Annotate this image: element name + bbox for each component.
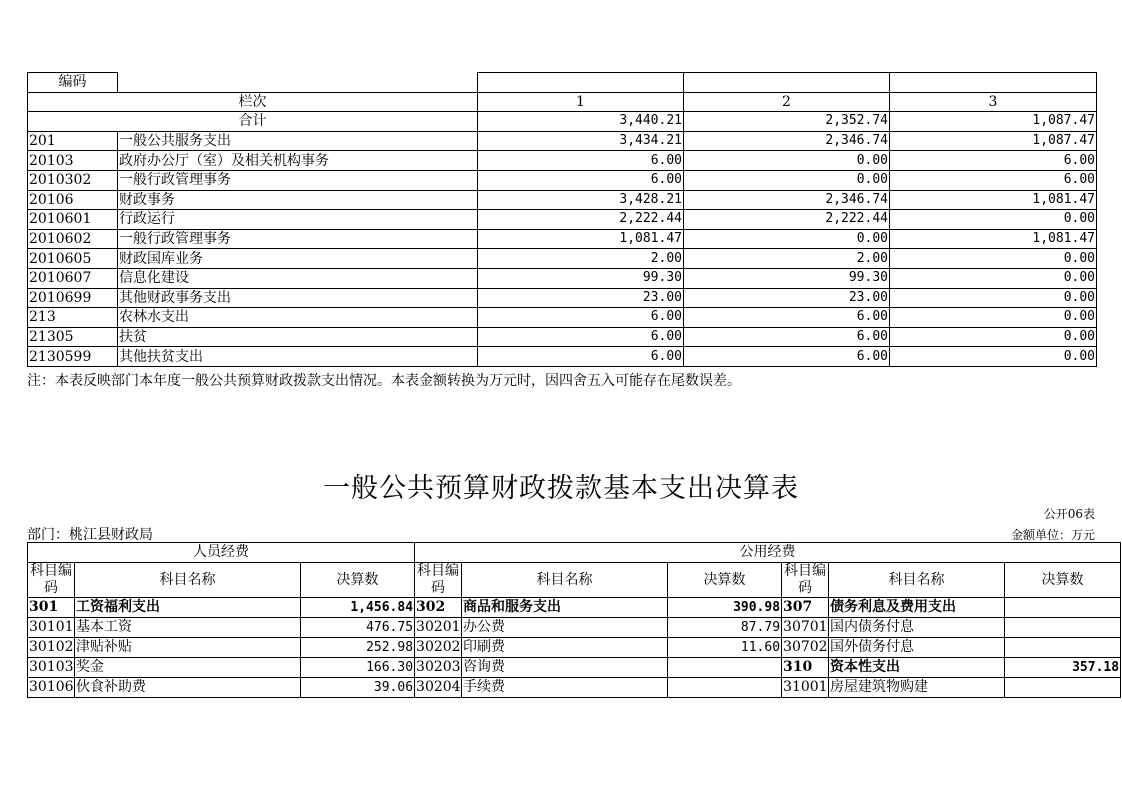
header-row-column-numbers [28,92,1097,112]
group-personnel: 人员经费 [28,543,415,563]
table-row [28,249,1097,269]
item-amount: 166.30 [301,658,415,678]
item-name: 办公费 [462,618,668,638]
total-value: 1,087.47 [890,112,1097,132]
item-amount [1005,598,1121,618]
item-value: 0.00 [684,170,890,190]
table-row [28,327,1097,347]
item-code: 30102 [28,638,75,658]
item-name: 一般行政管理事务 [118,170,478,190]
item-amount [668,678,782,698]
item-code: 2010605 [28,249,118,269]
item-value: 6.00 [684,347,890,367]
item-value: 99.30 [478,268,684,288]
table-row [28,658,1121,678]
item-name: 债务利息及费用支出 [829,598,1005,618]
item-code: 201 [28,131,118,151]
item-amount: 1,456.84 [301,598,415,618]
form-number: 公开06表 [1043,507,1095,521]
table-row [28,151,1097,171]
header-row-code [28,73,1097,93]
item-value: 99.30 [684,268,890,288]
item-name: 印刷费 [462,638,668,658]
item-amount: 87.79 [668,618,782,638]
item-code: 20106 [28,190,118,210]
table-row [28,598,1121,618]
column-header-row [28,563,1121,598]
item-name: 商品和服务支出 [462,598,668,618]
table-row [28,288,1097,308]
item-name: 奖金 [75,658,301,678]
item-value: 6.00 [478,308,684,328]
item-name: 信息化建设 [118,268,478,288]
item-value: 6.00 [478,347,684,367]
item-code: 30701 [782,618,829,638]
page-title: 一般公共预算财政拨款基本支出决算表 [323,473,799,504]
table-row [28,308,1097,328]
item-value: 3,434.21 [478,131,684,151]
item-name: 国内债务付息 [829,618,1005,638]
col-name: 科目名称 [462,563,668,598]
item-name: 基本工资 [75,618,301,638]
item-code: 20103 [28,151,118,171]
unit-label: 金额单位：万元 [1010,528,1095,542]
item-code: 30204 [415,678,462,698]
item-name: 其他扶贫支出 [118,347,478,367]
col-name: 科目名称 [829,563,1005,598]
table-row [28,170,1097,190]
item-code: 30201 [415,618,462,638]
item-name: 咨询费 [462,658,668,678]
item-amount [1005,638,1121,658]
item-value: 3,428.21 [478,190,684,210]
total-row [28,112,1097,132]
item-code: 2010607 [28,268,118,288]
table-row [28,618,1121,638]
col-code: 科目编码 [415,563,462,598]
col-code: 科目编码 [782,563,829,598]
expenditure-table [27,72,1097,367]
item-code: 301 [28,598,75,618]
item-name: 资本性支出 [829,658,1005,678]
item-value: 6.00 [684,327,890,347]
item-name: 行政运行 [118,210,478,230]
department-label: 部门：桃江县财政局 [27,527,153,543]
col-code: 科目编码 [28,563,75,598]
total-value: 3,440.21 [478,112,684,132]
item-value: 2,222.44 [684,210,890,230]
item-name: 工资福利支出 [75,598,301,618]
item-amount: 39.06 [301,678,415,698]
basic-expenditure-table [27,542,1121,698]
item-amount: 476.75 [301,618,415,638]
item-code: 307 [782,598,829,618]
table-row [28,347,1097,367]
item-code: 2010602 [28,229,118,249]
item-value: 1,081.47 [478,229,684,249]
item-name: 其他财政事务支出 [118,288,478,308]
total-value: 2,352.74 [684,112,890,132]
item-amount [1005,618,1121,638]
col-amount: 决算数 [1005,563,1121,598]
item-code: 30702 [782,638,829,658]
column-label: 栏次 [28,92,478,112]
item-code: 213 [28,308,118,328]
item-code: 30101 [28,618,75,638]
item-code: 30103 [28,658,75,678]
group-header-row [28,543,1121,563]
item-value: 0.00 [890,249,1097,269]
item-value: 1,081.47 [890,229,1097,249]
item-code: 2010699 [28,288,118,308]
item-code: 30203 [415,658,462,678]
item-code: 302 [415,598,462,618]
table-note: 注：本表反映部门本年度一般公共预算财政拨款支出情况。本表金额转换为万元时，因四舍五入可能存在尾数误差。 [27,373,741,389]
item-value: 0.00 [890,268,1097,288]
item-value: 6.00 [478,151,684,171]
item-name: 手续费 [462,678,668,698]
item-name: 农林水支出 [118,308,478,328]
item-value: 0.00 [890,308,1097,328]
item-value: 6.00 [478,327,684,347]
item-amount [668,658,782,678]
item-name: 伙食补助费 [75,678,301,698]
item-value: 1,087.47 [890,131,1097,151]
item-value: 2,346.74 [684,190,890,210]
item-value: 6.00 [684,308,890,328]
table-row [28,638,1121,658]
code-label: 编码 [28,73,118,93]
col-amount: 决算数 [668,563,782,598]
item-code: 21305 [28,327,118,347]
table-row [28,210,1097,230]
item-name: 津贴补贴 [75,638,301,658]
item-value: 1,081.47 [890,190,1097,210]
table-row [28,131,1097,151]
total-label: 合计 [28,112,478,132]
item-code: 310 [782,658,829,678]
item-value: 6.00 [478,170,684,190]
item-code: 2010601 [28,210,118,230]
item-value: 2,346.74 [684,131,890,151]
item-value: 0.00 [890,288,1097,308]
item-amount [1005,678,1121,698]
item-amount: 11.60 [668,638,782,658]
item-value: 2,222.44 [478,210,684,230]
group-public: 公用经费 [415,543,1121,563]
item-code: 30106 [28,678,75,698]
item-value: 0.00 [890,327,1097,347]
col-number: 1 [478,92,684,112]
item-value: 23.00 [684,288,890,308]
item-name: 房屋建筑物购建 [829,678,1005,698]
item-name: 一般公共服务支出 [118,131,478,151]
item-value: 2.00 [478,249,684,269]
item-value: 0.00 [890,347,1097,367]
col-amount: 决算数 [301,563,415,598]
item-value: 2.00 [684,249,890,269]
item-value: 6.00 [890,151,1097,171]
item-value: 0.00 [890,210,1097,230]
item-value: 0.00 [684,151,890,171]
table-row [28,190,1097,210]
table-row [28,678,1121,698]
item-code: 31001 [782,678,829,698]
table-row [28,229,1097,249]
item-code: 30202 [415,638,462,658]
item-name: 一般行政管理事务 [118,229,478,249]
item-amount: 390.98 [668,598,782,618]
item-value: 23.00 [478,288,684,308]
item-name: 财政事务 [118,190,478,210]
item-amount: 357.18 [1005,658,1121,678]
table-row [28,268,1097,288]
item-name: 财政国库业务 [118,249,478,269]
item-value: 0.00 [684,229,890,249]
item-value: 6.00 [890,170,1097,190]
item-code: 2010302 [28,170,118,190]
item-name: 国外债务付息 [829,638,1005,658]
col-number: 3 [890,92,1097,112]
col-name: 科目名称 [75,563,301,598]
item-name: 政府办公厅（室）及相关机构事务 [118,151,478,171]
col-number: 2 [684,92,890,112]
item-code: 2130599 [28,347,118,367]
item-amount: 252.98 [301,638,415,658]
item-name: 扶贫 [118,327,478,347]
